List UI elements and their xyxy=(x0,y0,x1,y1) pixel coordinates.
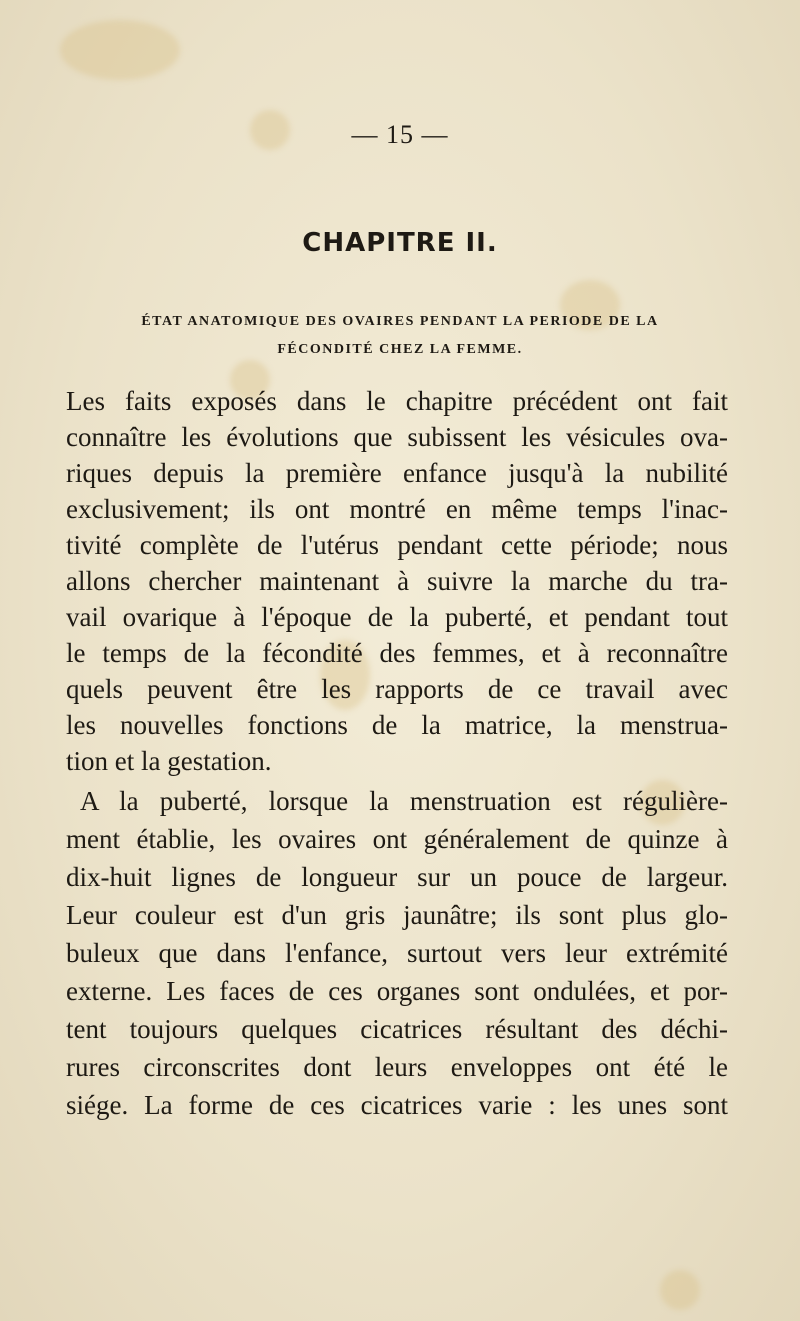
body-text-line: A la puberté, lorsque la menstruation est régulière- xyxy=(80,786,728,816)
body-text-line: Les faits exposés dans le chapitre précédent ont fait xyxy=(66,386,728,416)
body-text-line: riques depuis la première enfance jusqu'à la nubilité xyxy=(66,458,728,488)
body-text-line: externe. Les faces de ces organes sont ondulées, et por- xyxy=(66,976,728,1006)
chapter-title: CHAPITRE II. xyxy=(302,228,498,258)
chapter-subtitle-line: FÉCONDITÉ CHEZ LA FEMME. xyxy=(277,342,523,357)
body-text-line: ment établie, les ovaires ont généralement de quinze à xyxy=(66,824,728,854)
body-text-line: Leur couleur est d'un gris jaunâtre; ils sont plus glo- xyxy=(66,900,728,930)
body-text-line: quels peuvent être les rapports de ce travail avec xyxy=(66,674,728,704)
paper-stain xyxy=(660,1270,700,1310)
body-text-line: buleux que dans l'enfance, surtout vers leur extrémité xyxy=(66,938,728,968)
body-text-line: exclusivement; ils ont montré en même temps l'inac- xyxy=(66,494,728,524)
body-text-line: siége. La forme de ces cicatrices varie : les unes sont xyxy=(66,1090,728,1120)
body-text-line: connaître les évolutions que subissent les vésicules ova- xyxy=(66,422,728,452)
body-text-line: tent toujours quelques cicatrices résultant des déchi- xyxy=(66,1014,728,1044)
body-text-line: tivité complète de l'utérus pendant cette période; nous xyxy=(66,530,728,560)
chapter-subtitle-line: ÉTAT ANATOMIQUE DES OVAIRES PENDANT LA PERIODE DE LA xyxy=(141,314,659,329)
body-text-line: rures circonscrites dont leurs enveloppes ont été le xyxy=(66,1052,728,1082)
body-text-line: le temps de la fécondité des femmes, et à reconnaître xyxy=(66,638,728,668)
body-text-line: dix-huit lignes de longueur sur un pouce de largeur. xyxy=(66,862,728,892)
page-number: — 15 — xyxy=(351,120,449,149)
body-text-line: tion et la gestation. xyxy=(66,746,272,776)
body-text-line: les nouvelles fonctions de la matrice, la menstrua- xyxy=(66,710,728,740)
body-text-line: vail ovarique à l'époque de la puberté, et pendant tout xyxy=(66,602,728,632)
paper-stain xyxy=(60,20,180,80)
body-text-line: allons chercher maintenant à suivre la marche du tra- xyxy=(66,566,728,596)
